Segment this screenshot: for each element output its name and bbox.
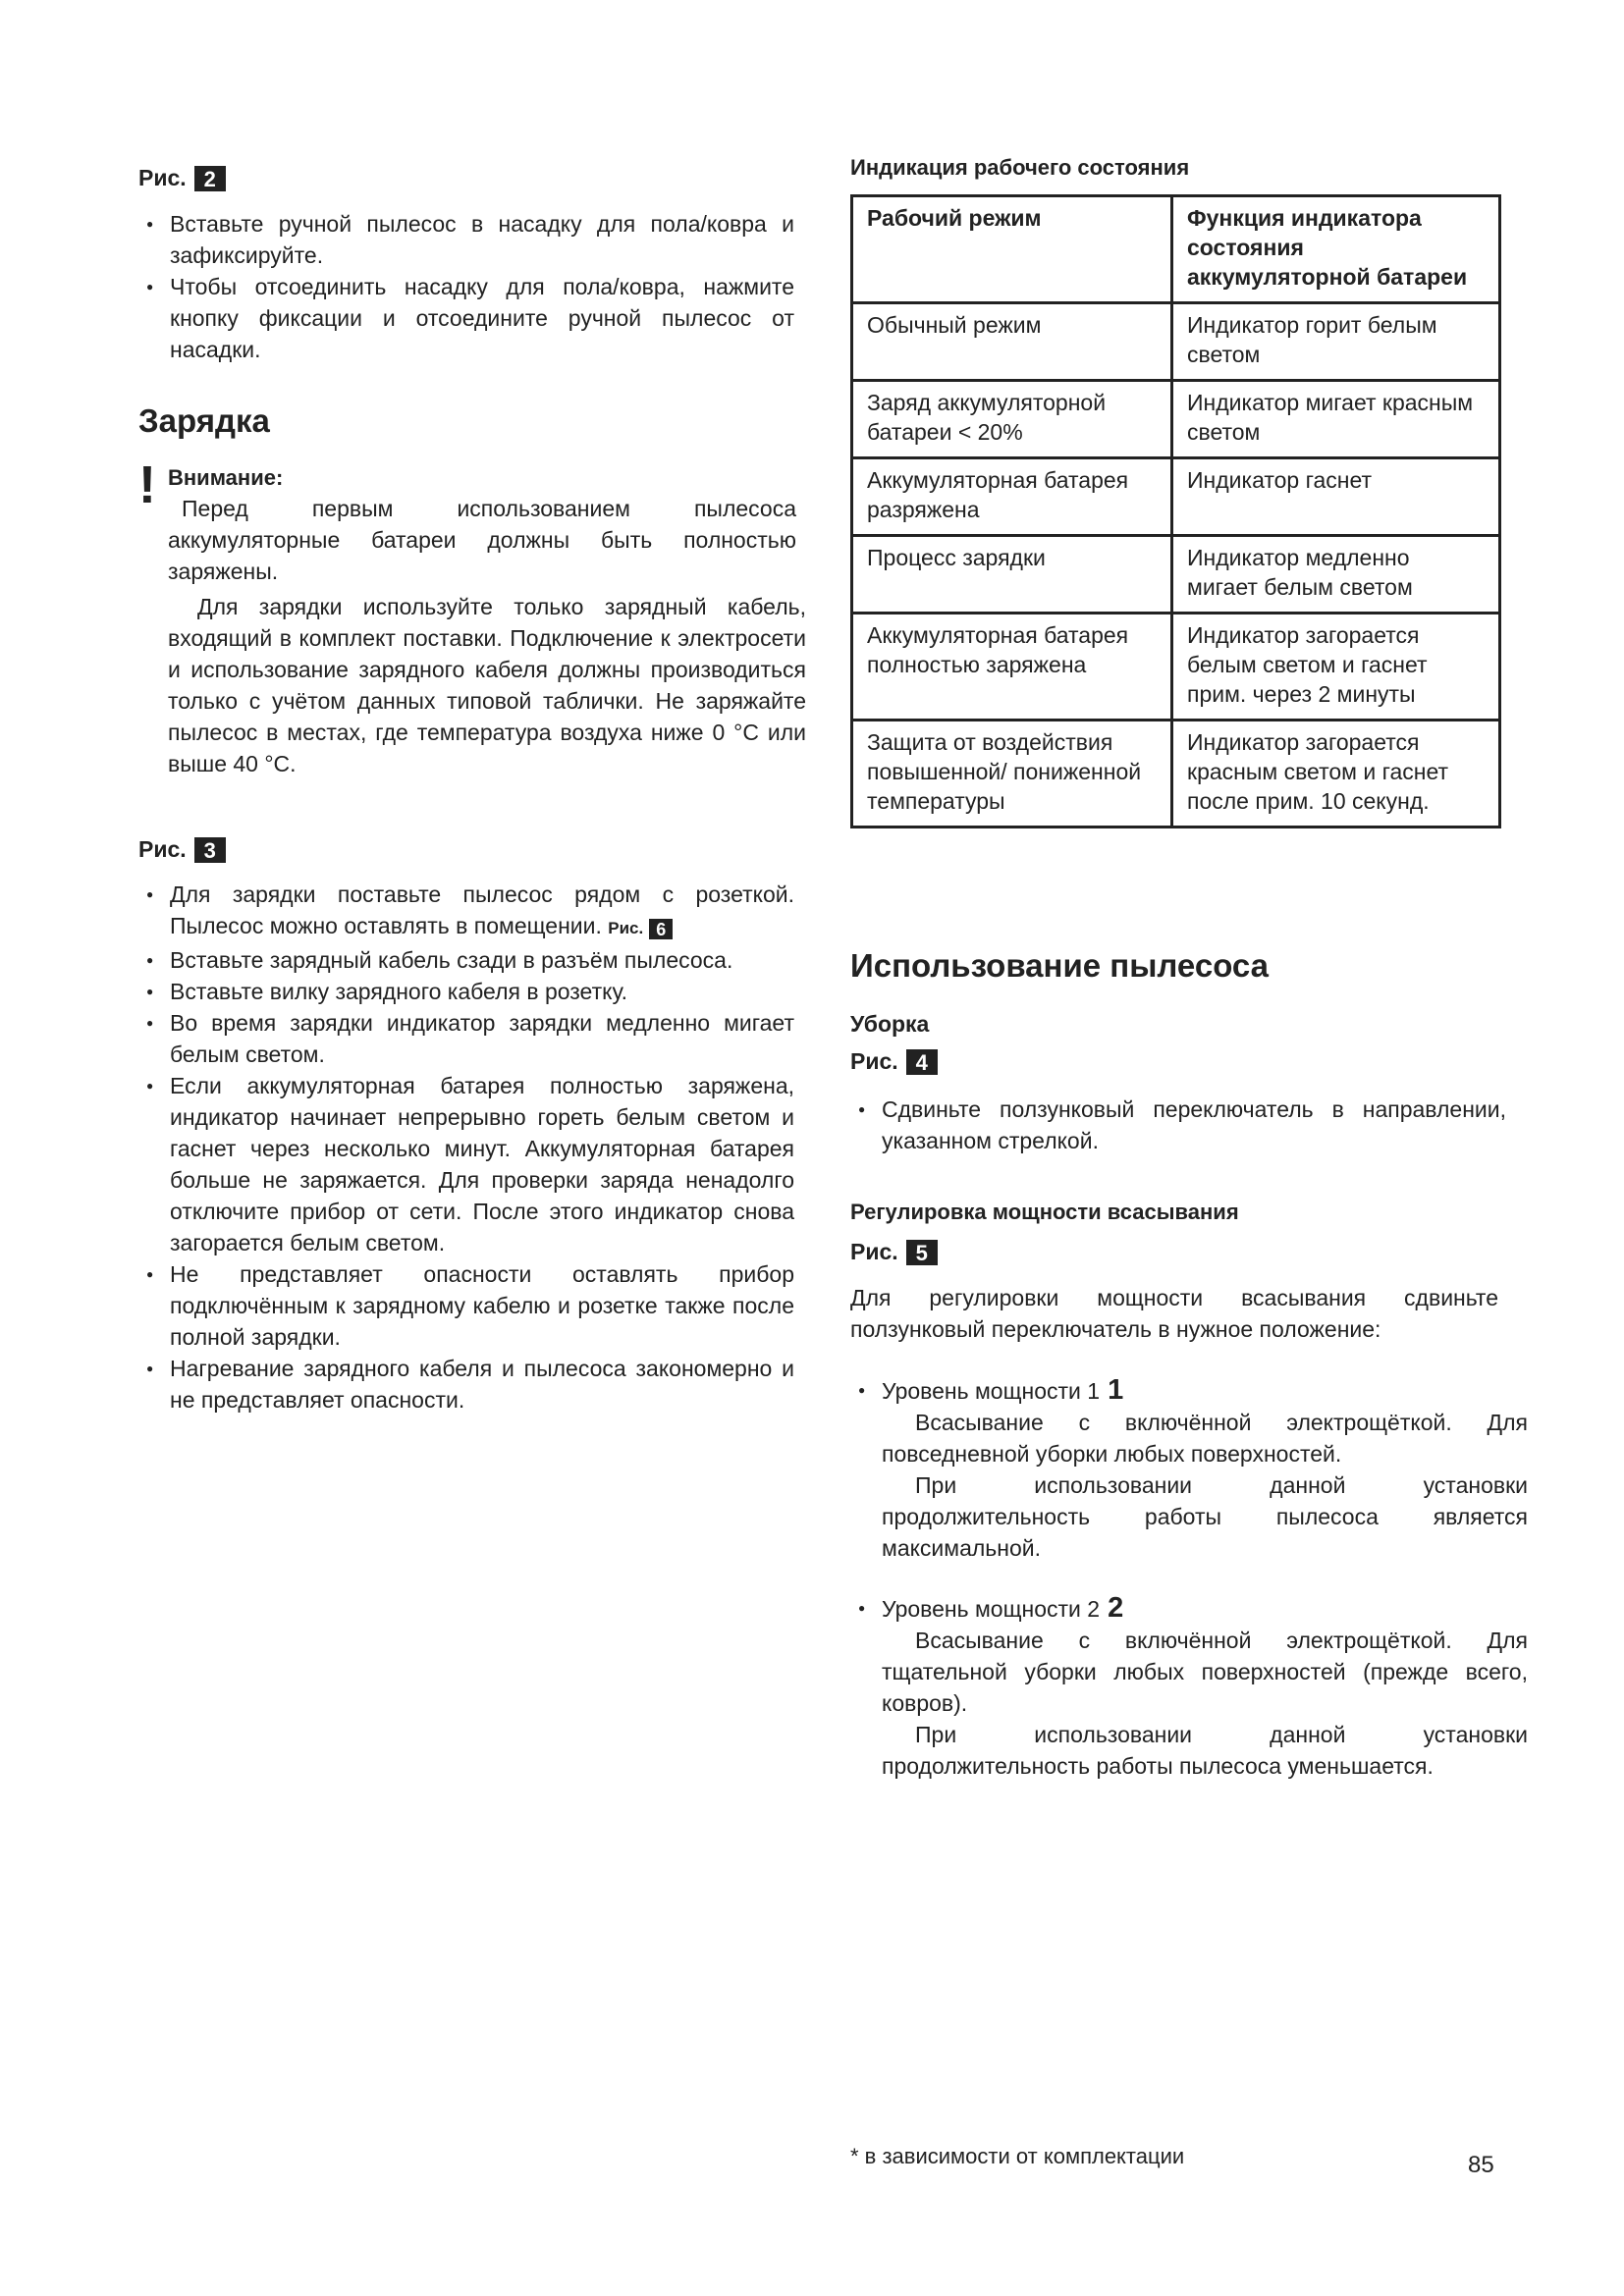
figure-ref-6 [608,913,673,944]
table-cell: Аккумуляторная батарея разряжена [852,458,1172,536]
figure-number: 5 [906,1240,938,1265]
figure-label: Рис. [138,165,187,190]
power-level-label: Уровень мощности 1 [882,1378,1101,1404]
warning-text-2: Для зарядки используйте только зарядный кабель, входящий в комплект поставки. Подключение к электросети и использование зарядного кабеля должны производиться только с учётом данных типовой таблички. Не заряжайте пылесос в местах, где температура воздуха ниже 0 °C или выше 40 °C. [168,594,806,776]
section-title-usage: Использование пылесоса [850,947,1270,984]
list-item: ● Вставьте ручной пылесос в насадку для пола/ковра и зафиксируйте. [138,208,794,271]
table-cell: Аккумуляторная батарея полностью заряжена [852,614,1172,721]
table-cell: Процесс зарядки [852,536,1172,614]
list-item: ● Во время зарядки индикатор зарядки медленно мигает белым светом. [138,1007,794,1070]
table-row [852,536,1500,614]
table-cell: Обычный режим [852,303,1172,381]
table-cell: Индикатор мигает красным светом [1172,381,1500,458]
power-level-label: Уровень мощности 2 [882,1596,1101,1622]
warning-icon: ! [138,455,156,514]
figure-number: 6 [649,919,673,939]
figure-ref-3 [138,836,226,863]
power-level-note: При использовании данной установки продолжительность работы пылесоса уменьшается. [882,1722,1528,1779]
list-item: ● Не представляет опасности оставлять прибор подключённым к зарядному кабелю и розетке также после полной зарядки. [138,1258,794,1353]
figure-number: 4 [906,1049,938,1075]
power-level-1 [850,1374,1528,1564]
warning-title: Внимание: [168,465,284,490]
footnote: * в зависимости от комплектации [850,2144,1185,2168]
indicator-table [850,194,1501,828]
power-level-symbol: 1 [1108,1374,1124,1406]
page-number: 85 [1468,2152,1494,2178]
section-title-charging: Зарядка [138,402,270,439]
table-row [852,381,1500,458]
table-cell: Индикатор загорается белым светом и гаснет прим. через 2 минуты [1172,614,1500,721]
list-item: ● Сдвиньте ползунковый переключатель в направлении, указанном стрелкой. [850,1094,1506,1156]
figure-label: Рис. [850,1048,898,1074]
figure-ref-5 [850,1239,938,1265]
warning-block [138,455,806,779]
list-item [138,879,794,944]
list-item: ● Вставьте вилку зарядного кабеля в розетку. [138,976,794,1007]
warning-text: Перед первым использованием пылесоса аккумуляторные батареи должны быть полностью заряжены. [168,496,796,584]
table-header-row [852,196,1500,303]
power-level-description: Всасывание с включённой электрощёткой. Для повседневной уборки любых поверхностей. [882,1410,1528,1467]
power-level-2 [850,1592,1528,1782]
table-cell: Защита от воздействия повышенной/ пониженной температуры [852,721,1172,828]
table-cell: Индикатор гаснет [1172,458,1500,536]
table-cell: Индикатор медленно мигает белым светом [1172,536,1500,614]
power-level-description: Всасывание с включённой электрощёткой. Для тщательной уборки любых поверхностей (прежде всего, ковров). [882,1628,1528,1716]
table-row [852,614,1500,721]
subsection-title-suction: Регулировка мощности всасывания [850,1200,1239,1224]
list-item: ● Нагревание зарядного кабеля и пылесоса закономерно и не представляет опасности. [138,1353,794,1415]
figure-label: Рис. [850,1239,898,1264]
list-item: ● Если аккумуляторная батарея полностью заряжена, индикатор начинает непрерывно гореть белым светом и гаснет через несколько минут. Аккумуляторная батарея больше не заряжается. Для проверки заряда ненадолго отключите прибор от сети. После этого индикатор снова загорается белым светом. [138,1070,794,1258]
fig2-instructions [138,208,794,365]
table-cell: Индикатор загорается красным светом и гаснет после прим. 10 секунд. [1172,721,1500,828]
power-level-note: При использовании данной установки продолжительность работы пылесоса является максимальной. [882,1472,1528,1561]
table-header: Рабочий режим [852,196,1172,303]
table-cell: Индикатор горит белым светом [1172,303,1500,381]
fig4-instructions [850,1094,1506,1156]
table-header: Функция индикатора состояния аккумуляторной батареи [1172,196,1500,303]
figure-ref-4 [850,1048,938,1075]
table-title: Индикация рабочего состояния [850,155,1190,180]
figure-number: 2 [194,166,226,191]
figure-label: Рис. [138,836,187,862]
power-level-heading [850,1374,1528,1407]
table-cell: Заряд аккумуляторной батареи < 20% [852,381,1172,458]
list-item: ● Чтобы отсоединить насадку для пола/ковра, нажмите кнопку фиксации и отсоедините ручной пылесос от насадки. [138,271,794,365]
figure-label: Рис. [608,919,644,937]
list-item: ● Вставьте зарядный кабель сзади в разъём пылесоса. [138,944,794,976]
power-level-heading [850,1592,1528,1625]
fig3-instructions [138,879,794,1415]
suction-intro: Для регулировки мощности всасывания сдвиньте ползунковый переключатель в нужное положение: [850,1285,1498,1342]
list-item-text: Для зарядки поставьте пылесос рядом с розеткой. Пылесос можно оставлять в помещении. [170,881,794,938]
figure-number: 3 [194,837,226,863]
power-level-symbol: 2 [1108,1592,1124,1624]
table-row [852,721,1500,828]
table-row [852,303,1500,381]
figure-ref-2 [138,165,226,191]
subsection-title-cleaning: Уборка [850,1011,930,1037]
table-row [852,458,1500,536]
